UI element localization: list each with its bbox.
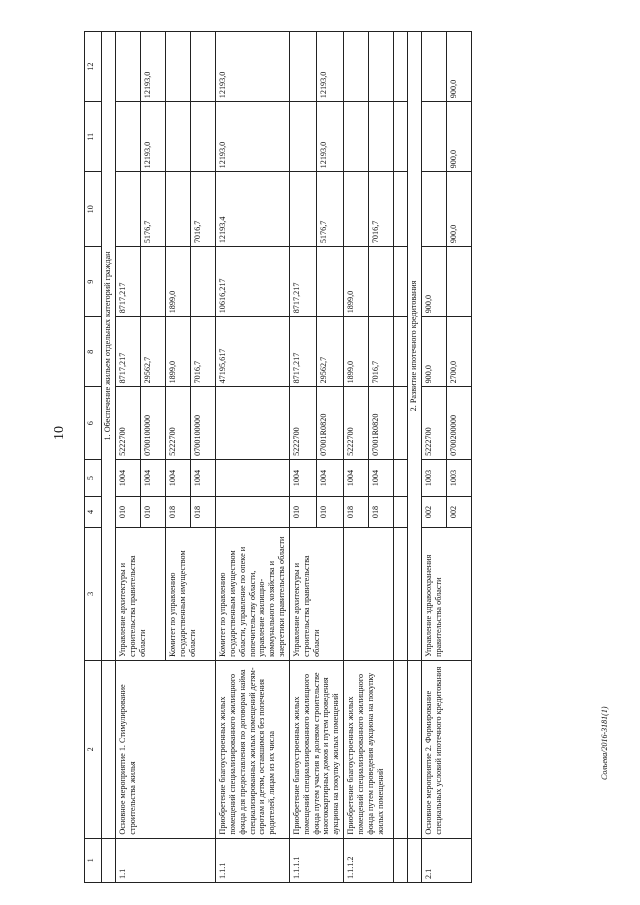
cell bbox=[289, 102, 316, 172]
cell: 010 bbox=[141, 497, 166, 527]
cell bbox=[116, 172, 141, 247]
cell: 018 bbox=[191, 497, 216, 527]
cell: 2700,0 bbox=[447, 317, 472, 387]
cell: 900,0 bbox=[447, 172, 472, 247]
cell bbox=[141, 247, 166, 317]
cell: 1004 bbox=[317, 459, 344, 496]
cell bbox=[344, 172, 369, 247]
cell: 12193,4 bbox=[216, 172, 290, 247]
cell: 12193,0 bbox=[317, 32, 344, 102]
header-cell: 6 bbox=[85, 387, 102, 459]
row-executor: Управление здравоохранения правительства области bbox=[422, 527, 472, 660]
table-row bbox=[216, 32, 290, 883]
cell: 1004 bbox=[116, 459, 141, 496]
row-executor: Управление архитектуры и строительства правительства области bbox=[289, 527, 343, 660]
cell: 1003 bbox=[422, 459, 447, 496]
cell bbox=[116, 32, 141, 102]
row-executor: Комитет по управлению государственным имуществом области bbox=[166, 527, 216, 660]
row-number: 1.1 bbox=[116, 838, 216, 882]
cell: 1899,0 bbox=[166, 247, 191, 317]
cell: 018 bbox=[369, 497, 394, 527]
row-name: Основное мероприятие 1. Стимулирование строительства жилья bbox=[116, 660, 216, 838]
cell bbox=[447, 247, 472, 317]
section-row bbox=[408, 32, 422, 883]
cell: 900,0 bbox=[422, 317, 447, 387]
cell bbox=[289, 32, 316, 102]
cell bbox=[369, 247, 394, 317]
cell: 5222700 bbox=[422, 387, 447, 459]
cell bbox=[369, 102, 394, 172]
row-name: Основное мероприятие 2. Формирование специальных условий ипотечного кредитования bbox=[422, 660, 472, 838]
cell: 5176,7 bbox=[317, 172, 344, 247]
cell: 8717,217 bbox=[116, 317, 141, 387]
header-cell: 5 bbox=[85, 459, 102, 496]
cell: 1004 bbox=[166, 459, 191, 496]
cell: 1004 bbox=[141, 459, 166, 496]
header-cell: 1 bbox=[85, 838, 102, 882]
header-cell: 3 bbox=[85, 527, 102, 660]
cell bbox=[369, 32, 394, 102]
spacer-row bbox=[394, 32, 408, 883]
cell: 12193,0 bbox=[216, 32, 290, 102]
cell: 1004 bbox=[191, 459, 216, 496]
cell bbox=[317, 247, 344, 317]
cell bbox=[116, 102, 141, 172]
cell: 0700100000 bbox=[141, 387, 166, 459]
cell bbox=[289, 172, 316, 247]
cell: 1004 bbox=[344, 459, 369, 496]
cell: 7016,7 bbox=[369, 172, 394, 247]
row-number: 1.1.1 bbox=[216, 838, 290, 882]
row-name: Приобретение благоустроенных жилых помещений специализированного жилищного фонда путем проведения аукциона на покупку жилых помещений bbox=[344, 660, 394, 838]
cell: 07001R0820 bbox=[369, 387, 394, 459]
cell: 07001R0820 bbox=[317, 387, 344, 459]
cell: 7016,7 bbox=[191, 172, 216, 247]
cell bbox=[422, 172, 447, 247]
cell: 010 bbox=[289, 497, 316, 527]
budget-table-rotated bbox=[84, 31, 616, 883]
cell: 018 bbox=[344, 497, 369, 527]
section-row bbox=[102, 32, 116, 883]
table-row bbox=[344, 32, 369, 883]
cell: 8717,217 bbox=[116, 247, 141, 317]
cell bbox=[422, 32, 447, 102]
header-cell: 9 bbox=[85, 247, 102, 317]
cell: 7016,7 bbox=[369, 317, 394, 387]
cell: 900,0 bbox=[447, 102, 472, 172]
header-cell: 10 bbox=[85, 172, 102, 247]
cell: 010 bbox=[116, 497, 141, 527]
cell: 0700200000 bbox=[447, 387, 472, 459]
page-number: 10 bbox=[52, 426, 67, 440]
cell: 12193,0 bbox=[141, 32, 166, 102]
cell: 5222700 bbox=[166, 387, 191, 459]
table-row bbox=[289, 32, 316, 883]
cell: 12193,0 bbox=[216, 102, 290, 172]
cell: 010 bbox=[317, 497, 344, 527]
cell: 018 bbox=[166, 497, 191, 527]
cell: 1003 bbox=[447, 459, 472, 496]
cell: 5176,7 bbox=[141, 172, 166, 247]
table-row bbox=[116, 32, 141, 883]
table-row bbox=[422, 32, 447, 883]
cell: 29562,7 bbox=[141, 317, 166, 387]
header-cell: 2 bbox=[85, 660, 102, 838]
header-cell: 8 bbox=[85, 317, 102, 387]
row-number: 1.1.1.1 bbox=[289, 838, 343, 882]
header-cell: 11 bbox=[85, 102, 102, 172]
cell bbox=[166, 102, 191, 172]
header-cell: 12 bbox=[85, 32, 102, 102]
header-cell: 4 bbox=[85, 497, 102, 527]
cell bbox=[191, 102, 216, 172]
cell: 47195,617 bbox=[216, 317, 290, 387]
cell: 900,0 bbox=[447, 32, 472, 102]
cell bbox=[191, 32, 216, 102]
cell: 1004 bbox=[369, 459, 394, 496]
cell: 10616,217 bbox=[216, 247, 290, 317]
cell bbox=[166, 32, 191, 102]
cell: 12193,0 bbox=[317, 102, 344, 172]
cell: 7016,7 bbox=[191, 317, 216, 387]
cell: 5222700 bbox=[116, 387, 141, 459]
row-number: 2.1 bbox=[422, 838, 472, 882]
section-title: 1. Обеспечение жильем отдельных категорий граждан bbox=[102, 32, 116, 661]
section-title: 2. Развитие ипотечного кредитования bbox=[408, 32, 422, 661]
row-executor: Управление архитектуры и строительства правительства области bbox=[116, 527, 166, 660]
cell: 002 bbox=[422, 497, 447, 527]
cell: 1899,0 bbox=[166, 317, 191, 387]
row-name: Приобретение благоустроенных жилых помещений специализированного жилищного фонда для предоставления по договорам найма специализированных жилых помещений детям-сиротам и детям, оставшимся без попечения родителей, лицам из их числа bbox=[216, 660, 290, 838]
cell: 900,0 bbox=[422, 247, 447, 317]
cell: 5222700 bbox=[344, 387, 369, 459]
cell: 1004 bbox=[289, 459, 316, 496]
cell bbox=[191, 247, 216, 317]
cell bbox=[344, 102, 369, 172]
row-executor: Комитет по управлению государственным имуществом области, управление по опеке и попечительству области, управление жилищно-коммунального хозяйства и энергетики правительства области bbox=[216, 527, 290, 660]
row-number: 1.1.1.2 bbox=[344, 838, 394, 882]
cell: 002 bbox=[447, 497, 472, 527]
footer-code: Сольева/2016-3181(1) bbox=[600, 706, 609, 780]
cell bbox=[166, 172, 191, 247]
cell: 8717,217 bbox=[289, 317, 316, 387]
row-name: Приобретение благоустроенных жилых помещений специализированного жилищного фонда путем участия в долевом строительстве многоквартирных домов и путем проведения аукциона на покупку жилых помещений bbox=[289, 660, 343, 838]
cell: 1899,0 bbox=[344, 247, 369, 317]
budget-table bbox=[84, 31, 472, 883]
header-row bbox=[85, 32, 102, 883]
cell bbox=[344, 32, 369, 102]
cell: 0700100000 bbox=[191, 387, 216, 459]
cell: 5222700 bbox=[289, 387, 316, 459]
cell: 8717,217 bbox=[289, 247, 316, 317]
cell: 12193,0 bbox=[141, 102, 166, 172]
cell: 1899,0 bbox=[344, 317, 369, 387]
cell: 29562,7 bbox=[317, 317, 344, 387]
cell bbox=[422, 102, 447, 172]
